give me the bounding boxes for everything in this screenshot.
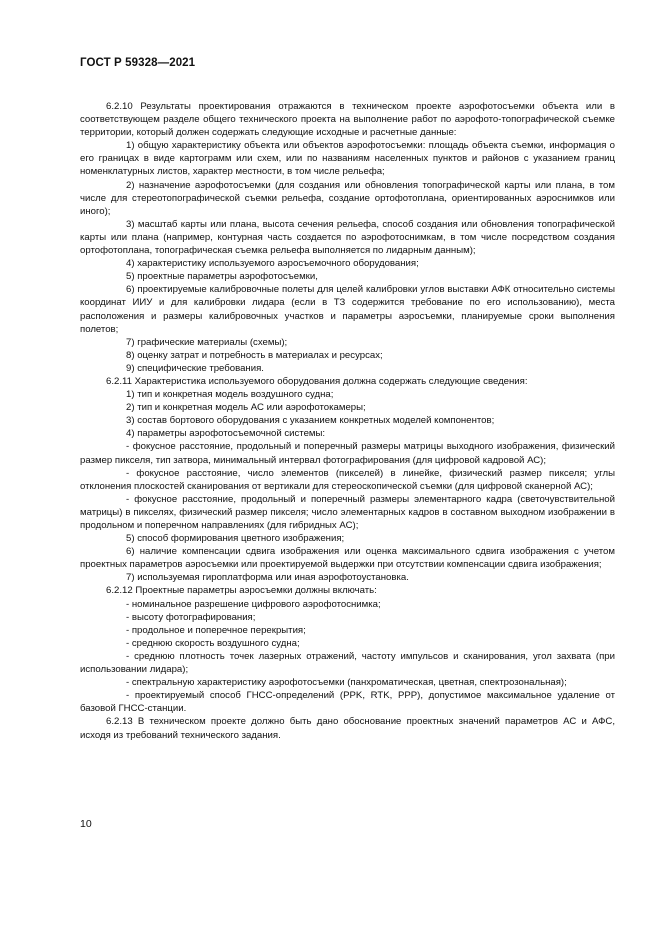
paragraph: 2) тип и конкретная модель АС или аэрофотокамеры;: [126, 402, 366, 414]
paragraph: - фокусное расстояние, продольный и поперечный размеры матрицы выходного изображения, физический размер пикселя, тип затвора, минимальный интервал фотографирования (для цифровой кадровой АС);: [80, 441, 615, 466]
page-number: 10: [80, 818, 92, 830]
paragraph: 8) оценку затрат и потребность в материалах и ресурсах;: [126, 349, 383, 361]
paragraph: 4) параметры аэрофотосъемочной системы:: [126, 428, 326, 440]
paragraph: - проектируемый способ ГНСС-определений (PPK, RTK, PPP), допустимое максимальное удаление от базовой ГНСС-станции.: [80, 690, 615, 715]
paragraph: 7) графические материалы (схемы);: [126, 336, 288, 348]
paragraph: 5) способ формирования цветного изображения;: [126, 533, 345, 545]
paragraph: - спектральную характеристику аэрофотосъемки (панхроматическая, цветная, спектрозональная);: [126, 677, 567, 689]
paragraph: 5) проектные параметры аэрофотосъемки,: [126, 271, 318, 283]
paragraph: 9) специфические требования.: [126, 362, 264, 374]
paragraph: 4) характеристику используемого аэросъемочного оборудования;: [126, 258, 419, 270]
paragraph: 6.2.11 Характеристика используемого оборудования должна содержать следующие сведения:: [106, 375, 528, 387]
paragraph: 3) масштаб карты или плана, высота сечения рельефа, способ создания или обновления топографической карты или плана (например, контурная часть создается по аэрофотоснимкам, в том числе посредством создания ортофотоплана, топографическая съемка рельефа выполняется по лидарным данным);: [80, 218, 615, 257]
standard-header: ГОСТ Р 59328—2021: [80, 57, 196, 69]
paragraph: 1) тип и конкретная модель воздушного судна;: [126, 389, 334, 401]
paragraph: 6) проектируемые калибровочные полеты для целей калибровки углов выставки АФК относительно системы координат ИИУ и для калибровки лидара (если в ТЗ содержится требование по его использованию), места расположения и размеры калибровочных участков и параметры аэросъемки, планируемые сроки выполнения полетов;: [80, 284, 615, 335]
paragraph: 1) общую характеристику объекта или объектов аэрофотосъемки: площадь объекта съемки, информация о его границах в виде картограмм или схем, или по названиям населенных пунктов и районов с указанием границ номенклатурных листов, характер местности, в том числе рельефа;: [80, 140, 615, 178]
paragraph: 7) используемая гироплатформа или иная аэрофотоустановка.: [126, 572, 409, 584]
paragraph: 6.2.10 Результаты проектирования отражаются в техническом проекте аэрофотосъемки объекта или в соответствующем разделе общего технического проекта на выполнение работ по аэрофото-топографической съемке территории, который должен содержать следующие исходные и расчетные данные:: [80, 101, 615, 139]
paragraph: - высоту фотографирования;: [126, 611, 256, 623]
paragraph: - фокусное расстояние, число элементов (пикселей) в линейке, физический размер пикселя; углы отклонения плоскостей сканирования от вертикали для стереоскопической съемки (для цифровой сканерной АС);: [80, 467, 615, 492]
paragraph: - среднюю плотность точек лазерных отражений, частоту импульсов и сканирования, угол захвата (при использовании лидара);: [80, 650, 615, 676]
paragraph: 6.2.12 Проектные параметры аэросъемки должны включать:: [106, 585, 377, 597]
paragraph: - продольное и поперечное перекрытия;: [126, 624, 306, 636]
body-text: [80, 100, 615, 742]
paragraph: 3) состав бортового оборудования с указанием конкретных моделей компонентов;: [126, 415, 495, 427]
paragraph: 6.2.13 В техническом проекте должно быть дано обоснование проектных значений параметров АС и АФС, исходя из требований технического задания.: [80, 716, 615, 741]
paragraph: - среднюю скорость воздушного судна;: [126, 637, 300, 649]
paragraph: - номинальное разрешение цифрового аэрофотоснимка;: [126, 598, 381, 610]
paragraph: - фокусное расстояние, продольный и поперечный размеры элементарного кадра (светочувствительной матрицы) в пикселях, физический размер пикселя; число элементарных кадров в составном выходном изображении в продольном и поперечном направлениях (для гибридных АС);: [80, 493, 615, 531]
paragraph: 6) наличие компенсации сдвига изображения или оценка максимального сдвига изображения с учетом проектных параметров аэросъемки или проектируемой выдержки при отсутствии компенсации сдвига изображения;: [80, 546, 615, 571]
paragraph: 2) назначение аэрофотосъемки (для создания или обновления топографической карты или плана, в том числе для стереотопографической съемки рельефа, создание ортофотоплана, ориентированных аэроснимков или иного);: [80, 179, 615, 217]
